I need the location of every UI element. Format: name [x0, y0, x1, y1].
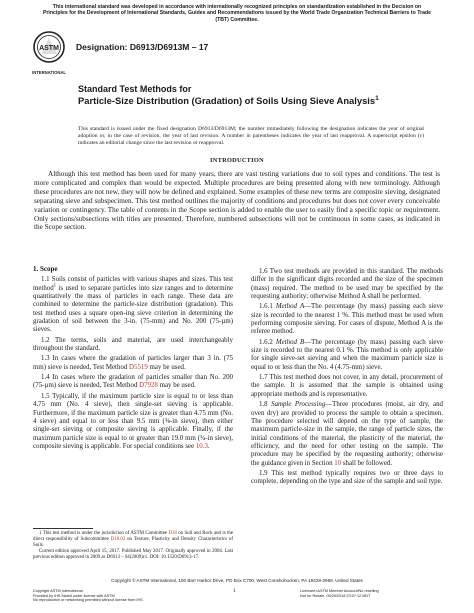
left-column: [33, 265, 233, 453]
license-footer-right: Licensee=ASTM Member Account/No reselling Not for Resale, 05/29/2018 23:07:12 MDT: [300, 589, 379, 598]
svg-text:ASTM: ASTM: [39, 45, 59, 52]
title-footnote-ref[interactable]: 1: [375, 94, 379, 102]
license-footer-left: Copyright ASTM International Provided by IHS Markit under license with ASTM No reproduction or networking permitted without license from IHS: [33, 589, 143, 603]
copyright-line: Copyright © ASTM International, 100 Barr Harbor Drive, PO Box C700, West Conshohocken, PA 19428-2959. United States: [111, 578, 363, 583]
document-title: Particle-Size Distribution (Gradation) of Soils Using Sieve Analysis$^1$: [78, 94, 379, 106]
link-section-10-3[interactable]: 10.3: [195, 442, 208, 450]
introduction: [34, 170, 440, 232]
page-number: 1: [233, 588, 236, 594]
section-1-5: 1.5 Typically, if the maximum particle size is equal to or less than 4.75 mm (No. 4 sieve), then single-set sieving is applicable. Furthermore, if the maximum particle size is greater than 4.75 mm (No. 4 sieve) and equal to or less than 9.5 mm (⅜-in sieve), then either single-set sieving or composite sieving is applicable. Finally, if the maximum particle size is equal to or greater than 19.0 mm (¾-in sieve), composite sieving is applicable. For special conditions see 10.3.: [33, 392, 233, 450]
link-d7928[interactable]: D7928: [139, 382, 158, 390]
section-1-1: 1.1 Soils consist of particles with various shapes and sizes. This test method$^1$ is used to separate particles into size ranges and to determine quantitatively the mass of particles in each range. These data are combined to determine the particle-size distribution (gradation). This test method uses a square open-ing sieve criterion in determining the gradation of soil between the 3-in. (75-mm) and No. 200 (75-µm) sieves.: [33, 276, 233, 334]
svg-text:INTERNATIONAL: INTERNATIONAL: [32, 70, 66, 75]
introduction-paragraph: Although this test method has been used for many years, there are vast testing variations due to soil types and conditions. The test is more complicated and complex than would be expected. Multiple procedures are being presented along with new terminology. Although these procedures are not new, they will now be defined and explained. Some examples of these new terms are composite sieving, designated separating sieve and subspecimen. This test method outlines the majority of conditions and procedures but does not cover every conceivable variation or contingency. The table of contents in the Scope section is added to enable the user to easily find a specific topic or requirement. Only sections/subsections with titles are presented. Therefore, numbered subsections will not be continuous in some cases, as indicated in the Scope section.: [34, 170, 440, 232]
right-column: [251, 268, 443, 489]
link-d18[interactable]: D18: [168, 531, 177, 536]
section-1-3: 1.3 In cases where the gradation of particles larger than 3 in. (75 mm) sieve is needed, Test Method D5519 may be used.: [33, 355, 233, 371]
footnotes: [33, 531, 233, 562]
link-section-10[interactable]: 10: [334, 459, 342, 467]
scope-heading: 1. Scope: [33, 265, 58, 273]
section-1-7: 1.7 This test method does not cover, in any detail, procurement of the sample. It is assumed that the sample is obtained using appropriate methods and is representative.: [251, 374, 443, 398]
footnote-edition: Current edition approved April 15, 2017. Published May 2017. Originally approved in 2004. Last previous edition approved in 2009 as D6913 – 04(2009)ε1. DOI: 10.1520/D6913-17.: [33, 549, 233, 561]
link-d18-03[interactable]: D18.03: [110, 536, 126, 542]
link-d5519[interactable]: D5519: [129, 363, 148, 371]
section-1-2: 1.2 The terms, soils and material, are used interchangeably throughout the standard.: [33, 336, 233, 353]
standard-label: Standard Test Methods for: [78, 84, 192, 94]
section-1-6-1: 1.6.1 Method A—The percentage (by mass) passing each sieve size is recorded to the nearest 1 %. This method must be used when performing composite sieving. For cases of dispute, Method A is the referee method.: [251, 303, 443, 336]
introduction-heading: INTRODUCTION: [210, 157, 264, 164]
section-1-4: 1.4 In cases where the gradation of particles smaller than No. 200 (75-µm) sieve is needed, Test Method D7928 may be used.: [33, 374, 233, 390]
designation: Designation: D6913/D6913M – 17: [76, 42, 209, 52]
footnote-1: 1 This test method is under the jurisdiction of ASTM Committee D18 on Soil and Rock and is the direct responsibility of Subcommittee D18.03 on Texture, Plasticity and Density Characteristics of Soils.: [33, 531, 233, 548]
footnote-divider: [33, 528, 93, 529]
issuance-note: This standard is issued under the fixed designation D6913/D6913M; the number immediately following the designation indicates the year of original adoption or, in the case of revision, the year of last revision. A number in parentheses indicates the year of last reapproval. A superscript epsilon (ε) indicates an editorial change since the last revision or reapproval.: [78, 126, 424, 146]
wto-banner: This international standard was developed in accordance with internationally recognized principles on standardization established in the Decision on Principles for the Development of International Standards, Guides and Recommendations issued by the World Trade Organization Technical Barriers to Trade (TBT) Committee.: [42, 4, 432, 23]
section-1-6: 1.6 Two test methods are provided in this standard. The methods differ in the significant digits recorded and the size of the specimen (mass) required. The method to be used may be specified by the requesting authority; otherwise Method A shall be performed.: [251, 268, 443, 301]
section-1-8: 1.8 Sample Processing—Three procedures (moist, air dry, and oven dry) are provided to process the sample to obtain a specimen. The procedure selected will depend on the type of sample, the maximum particle-size in the sample, the range of particle sizes, the initial conditions of the material, the plasticity of the material, the efficiency, and the need for other testing on the sample. The procedure may be specified by the requesting authority; otherwise the guidance given in Section 10 shall be followed.: [251, 401, 443, 467]
footnote-ref[interactable]: 1: [53, 283, 57, 289]
section-1-6-2: 1.6.2 Method B—The percentage (by mass) passing each sieve size is recorded to the nearest 0.1 %. This method is only applicable for single sieve-set sieving and when the maximum particle size is equal to or less than the No. 4 (4.75-mm) sieve.: [251, 338, 443, 371]
section-1-9: 1.9 This test method typically requires two or three days to complete, depending on the type and size of the sample and soil type.: [251, 469, 443, 486]
astm-logo: [32, 30, 66, 80]
